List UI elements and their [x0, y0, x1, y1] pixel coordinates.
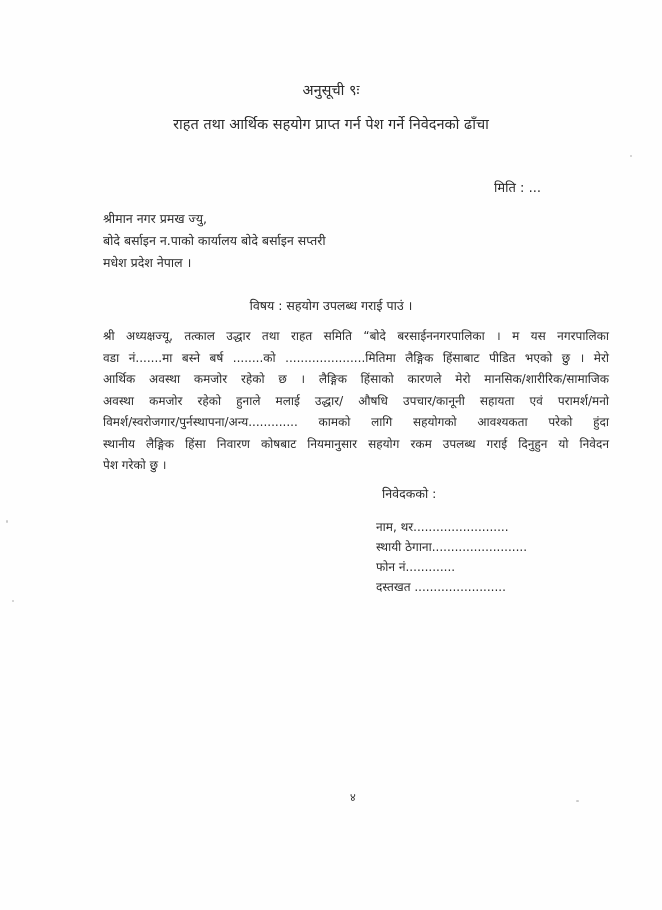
body-line-2: वडा नं.......मा बस्ने बर्ष ........को .....................मितिमा लैङ्गिक हिंसाबाट पीडित भएको छु । मेरो	[103, 350, 609, 365]
application-body	[103, 326, 609, 477]
applicant-label: निवेदकको :	[382, 486, 437, 501]
addressee-block	[103, 208, 326, 274]
addressee-line-3: मधेश प्रदेश नेपाल ।	[103, 255, 192, 270]
scan-speck	[630, 155, 632, 157]
date-line: मिति : ...	[494, 181, 541, 196]
body-line-3: आर्थिक अवस्था कमजोर रहेको छ । लैङ्गिक हिंसाको कारणले मेरो मानसिक/शारीरिक/सामाजिक	[103, 372, 609, 386]
scan-speck	[576, 800, 579, 802]
addressee-line-2: बोदे बर्साइन न.पाको कार्यालय बोदे बर्साइन सप्तरी	[103, 233, 326, 248]
scan-speck	[6, 520, 8, 523]
addressee-line-1: श्रीमान नगर प्रमख ज्यु,	[103, 211, 207, 226]
phone-field: फोन नं.............	[376, 560, 456, 574]
body-line-1: श्री अध्यक्षज्यू, तत्काल उद्धार तथा राहत समिति “बोदे बरसाईननगरपालिका । म यस नगरपालिका	[103, 329, 609, 343]
body-line-4: अवस्था कमजोर रहेको हुनाले मलाई उद्धार/ औषधि उपचार/कानूनी सहायता एवं परामर्श/मनो	[103, 393, 609, 408]
annex-heading: अनुसूची ९ः	[302, 83, 360, 99]
scan-speck	[12, 600, 14, 602]
address-field: स्थायी ठेगाना.........................	[376, 540, 528, 554]
subject-line: विषय : सहयोग उपलब्ध गराई पाउं ।	[249, 298, 413, 313]
body-line-7: पेश गरेको छु ।	[103, 458, 167, 472]
signature-block	[376, 517, 527, 597]
signature-field: दस्तखत ........................	[376, 580, 506, 594]
body-line-6: स्थानीय लैङ्गिक हिंसा निवारण कोषबाट नियमानुसार सहयोग रकम उपलब्ध गराई दिनुहुन यो निवेदन	[103, 436, 609, 451]
form-title: राहत तथा आर्थिक सहयोग प्राप्त गर्न पेश गर्ने निवेदनको ढाँचा	[173, 117, 489, 133]
name-field: नाम, थर.........................	[376, 520, 509, 534]
body-line-5: विमर्श/स्वरोजगार/पुर्नस्थापना/अन्य............. कामको लागि सहयोगको आवश्यकता परेको हुंदा	[103, 415, 609, 429]
page-number: ४	[350, 791, 356, 804]
